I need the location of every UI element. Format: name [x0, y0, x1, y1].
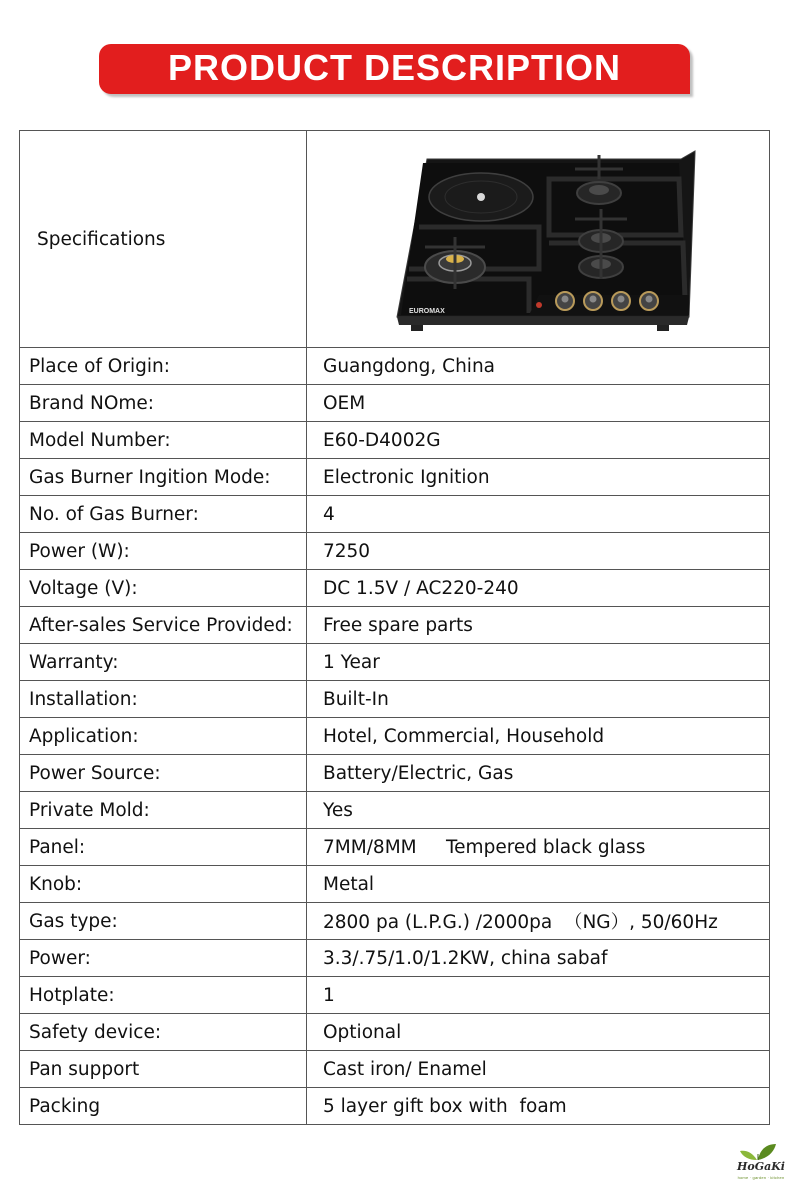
spec-label: Knob:: [20, 866, 307, 903]
spec-value: Guangdong, China: [307, 348, 770, 385]
spec-row: [20, 829, 770, 866]
gas-hob-image: [389, 139, 770, 345]
spec-value: 3.3/.75/1.0/1.2KW, china sabaf: [307, 940, 770, 977]
spec-value: 7MM/8MM Tempered black glass: [307, 829, 770, 866]
spec-row: [20, 903, 770, 940]
spec-label: Pan support: [20, 1051, 307, 1088]
spec-value: Hotel, Commercial, Household: [307, 718, 770, 755]
spec-value: 2800 pa (L.P.G.) /2000pa （NG）, 50/60Hz: [307, 903, 770, 940]
spec-value: E60-D4002G: [307, 422, 770, 459]
spec-row: [20, 422, 770, 459]
spec-row: [20, 792, 770, 829]
spec-value: Battery/Electric, Gas: [307, 755, 770, 792]
spec-label: Installation:: [20, 681, 307, 718]
spec-value: 1: [307, 977, 770, 1014]
spec-label: Power Source:: [20, 755, 307, 792]
spec-row: [20, 607, 770, 644]
hogaki-logo-text: HoGaKi: [737, 1160, 785, 1173]
spec-row: [20, 570, 770, 607]
product-image-cell: [307, 131, 770, 348]
spec-row: [20, 1088, 770, 1125]
spec-label: Application:: [20, 718, 307, 755]
spec-label: Hotplate:: [20, 977, 307, 1014]
product-description-banner: [99, 44, 690, 94]
spec-row: [20, 1014, 770, 1051]
spec-value: 5 layer gift box with foam: [307, 1088, 770, 1125]
spec-value: Free spare parts: [307, 607, 770, 644]
spec-value: Built-In: [307, 681, 770, 718]
spec-label: Place of Origin:: [20, 348, 307, 385]
spec-value: Yes: [307, 792, 770, 829]
spec-row: [20, 1051, 770, 1088]
spec-value: DC 1.5V / AC220-240: [307, 570, 770, 607]
spec-label: Power (W):: [20, 533, 307, 570]
spec-row: [20, 348, 770, 385]
spec-row: [20, 681, 770, 718]
banner-title: PRODUCT DESCRIPTION: [167, 47, 622, 88]
spec-row: [20, 755, 770, 792]
spec-table: [19, 130, 770, 1125]
spec-row: [20, 866, 770, 903]
spec-value: Optional: [307, 1014, 770, 1051]
spec-label: Packing: [20, 1088, 307, 1125]
spec-label: No. of Gas Burner:: [20, 496, 307, 533]
spec-row: [20, 459, 770, 496]
spec-label: Voltage (V):: [20, 570, 307, 607]
spec-value: 1 Year: [307, 644, 770, 681]
spec-label: Gas Burner Ingition Mode:: [20, 459, 307, 496]
spec-row: [20, 644, 770, 681]
spec-label: Gas type:: [20, 903, 307, 940]
spec-value: Cast iron/ Enamel: [307, 1051, 770, 1088]
spec-label: Private Mold:: [20, 792, 307, 829]
spec-row: [20, 718, 770, 755]
spec-row: [20, 977, 770, 1014]
hogaki-logo-tagline: home · garden · kitchen: [737, 1175, 785, 1180]
spec-label: After-sales Service Provided:: [20, 607, 307, 644]
spec-header-label: Specifications: [20, 131, 307, 348]
spec-row: [20, 496, 770, 533]
spec-value: 4: [307, 496, 770, 533]
spec-label: Safety device:: [20, 1014, 307, 1051]
spec-label: Brand NOme:: [20, 385, 307, 422]
spec-value: Electronic Ignition: [307, 459, 770, 496]
spec-row: [20, 385, 770, 422]
spec-value: Metal: [307, 866, 770, 903]
spec-label: Power:: [20, 940, 307, 977]
spec-value: 7250: [307, 533, 770, 570]
spec-row: [20, 940, 770, 977]
panel-brand-text: EUROMAX: [409, 308, 445, 315]
spec-label: Model Number:: [20, 422, 307, 459]
spec-label: Panel:: [20, 829, 307, 866]
spec-row: [20, 533, 770, 570]
spec-header-row: [20, 131, 770, 348]
spec-value: OEM: [307, 385, 770, 422]
spec-label: Warranty:: [20, 644, 307, 681]
